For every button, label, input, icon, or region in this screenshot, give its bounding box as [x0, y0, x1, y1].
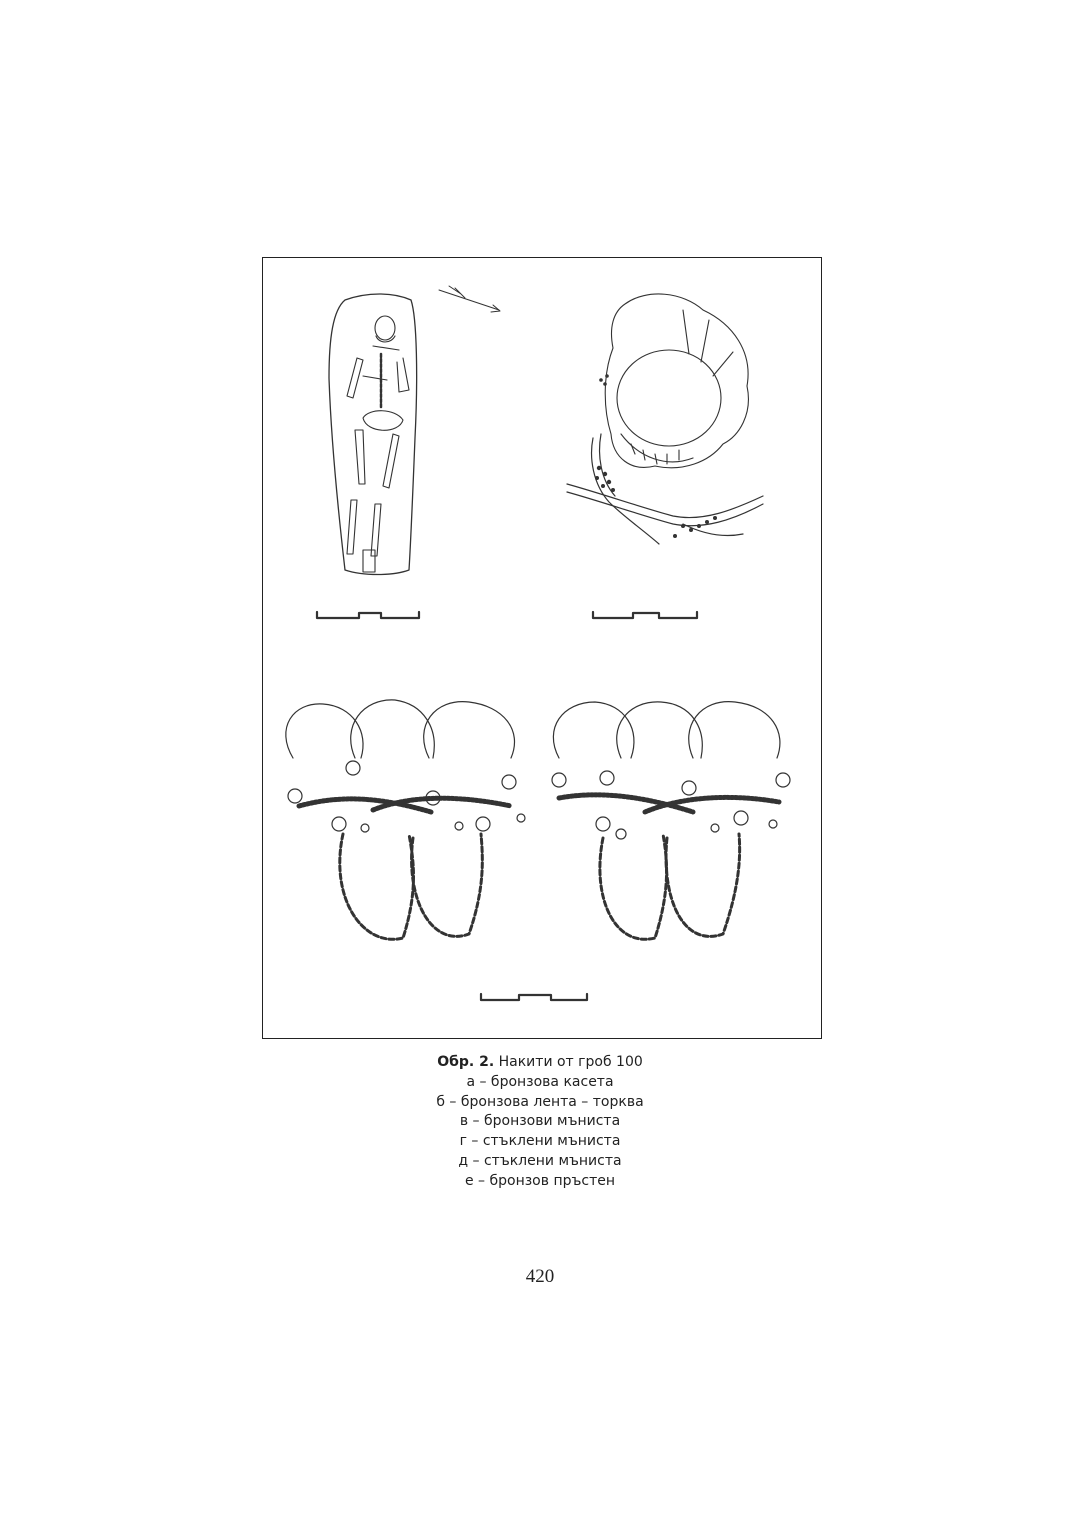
- figure-caption: [0, 1053, 1080, 1192]
- scale-bar-bottom: [481, 994, 587, 1000]
- page-number: 420: [525, 1266, 555, 1287]
- caption-label: Обр. 2.: [437, 1054, 495, 1070]
- figure-frame: [262, 257, 822, 1039]
- skeleton-drawing: [347, 316, 409, 572]
- figure-drawing: [263, 258, 823, 1040]
- scale-bar-right: [593, 612, 697, 618]
- caption-heading: [0, 1053, 1080, 1073]
- bead-cluster: [595, 374, 717, 538]
- torque-drawing: [567, 434, 763, 544]
- caption-item: г – стъклени мъниста: [459, 1133, 621, 1150]
- caption-item: е – бронзов пръстен: [464, 1172, 615, 1189]
- caption-item: а – бронзова касета: [466, 1073, 614, 1090]
- north-arrow: [439, 286, 500, 312]
- scale-bar-left: [317, 612, 419, 618]
- caption-item: д – стъклени мъниста: [458, 1152, 622, 1169]
- skull-drawing: [605, 294, 748, 468]
- caption-item: б – бронзова лента – торква: [436, 1093, 644, 1110]
- necklace-drawing: [286, 700, 790, 939]
- caption-title: Накити от гроб 100: [494, 1054, 643, 1070]
- caption-item: в – бронзови мъниста: [459, 1113, 621, 1130]
